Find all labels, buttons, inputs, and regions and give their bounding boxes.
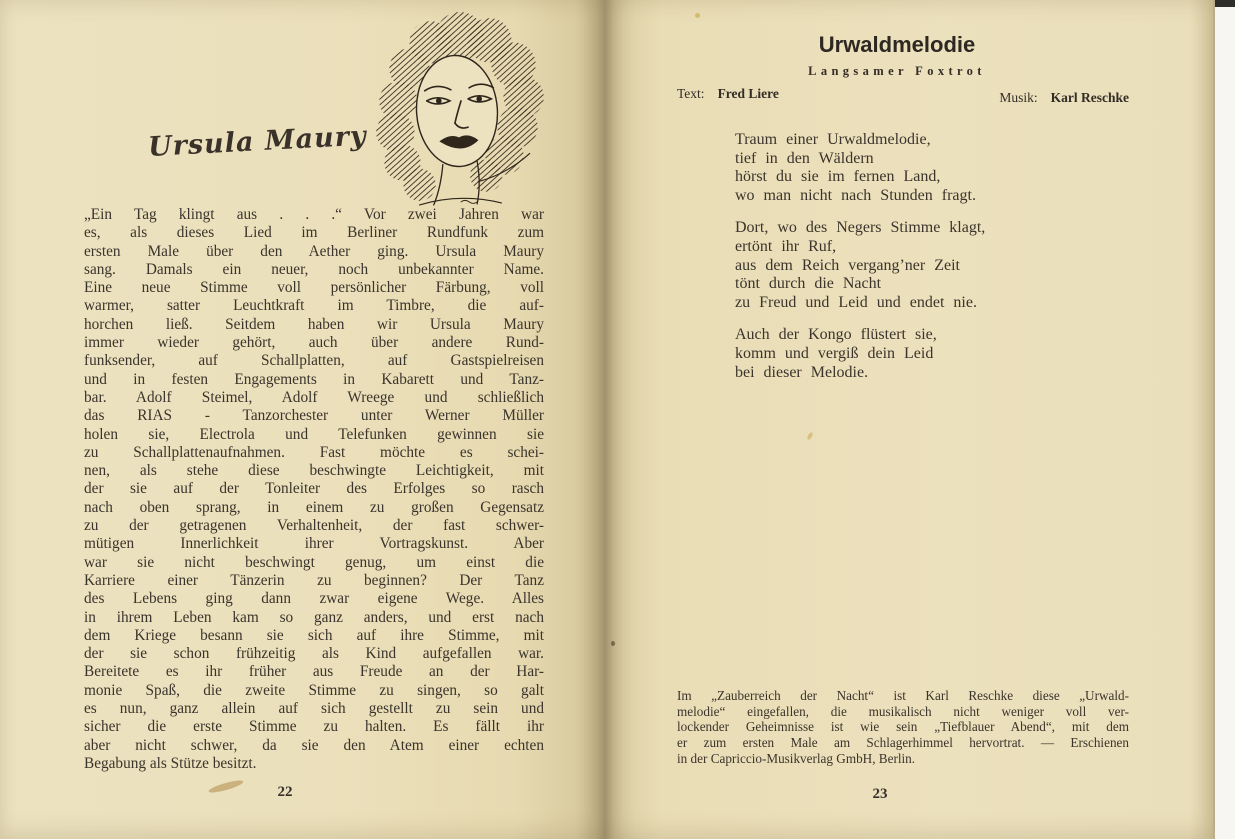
footnote-line: melodie“ eingefallen, die musikalisch nicht weniger voll ver- [677,703,1129,719]
lyric-line: zu Freud und Leid und endet nie. [735,293,977,311]
footnote-line: Im „Zauberreich der Nacht“ ist Karl Reschke diese „Urwald- [677,688,1129,703]
biography-line: warmer, satter Leuchtkraft im Timbre, die auf- [84,297,544,315]
biography-line: „Ein Tag klingt aus . . .“ Vor zwei Jahren war [84,206,544,223]
artist-name-signature: Ursula Maury [147,120,368,163]
music-composer: Karl Reschke [1050,90,1129,105]
lyric-line: wo man nicht nach Stunden fragt. [735,186,976,204]
song-subtitle: Langsamer Foxtrot [808,64,986,78]
biography-text [84,206,544,773]
footnote-line: in der Capriccio-Musikverlag GmbH, Berlin. [677,750,916,766]
biography-line: Eine neue Stimme voll persönlicher Färbung, voll [84,279,544,297]
lyric-line: hörst du sie im fernen Land, [735,168,941,186]
biography-line: zu der getragenen Verhaltenheit, der fast schwer- [84,517,544,535]
biography-line: Bereitete es ihr früher aus Freude an der Har- [84,663,544,681]
lyrics-stanza-3 [735,326,1095,382]
song-lyrics [735,131,1095,396]
text-label: Text: [677,86,705,101]
biography-line: dem Kriege besann sie sich auf ihre Stimme, mit [84,626,544,644]
music-label: Musik: [999,90,1038,105]
biography-line: in ihrem Leben kam so ganz anders, und erst nach [84,608,544,626]
biography-line: und in festen Engagements in Kabarett und Tanz- [84,370,544,388]
biography-line: nen, als stehe diese beschwingte Leichtigkeit, mit [84,462,544,480]
page-number-right: 23 [872,786,888,802]
biography-line: aber nicht schwer, da sie den Atem einer echten [84,736,544,754]
lyrics-stanza-1 [735,131,1095,205]
biography-line: horchen ließ. Seitdem haben wir Ursula Maury [84,315,544,333]
lyric-line: Traum einer Urwaldmelodie, [735,131,931,148]
lyric-line: aus dem Reich vergang’ner Zeit [735,256,960,274]
biography-line: der sie auf der Tonleiter des Erfolges so rasch [84,480,544,498]
footnote-line: er zum ersten Male am Schlagerhimmel hervortrat. — Erschienen [677,735,1129,751]
scan-edge-shadow [1215,0,1235,7]
biography-line: es, als dieses Lied im Berliner Rundfunk zum [84,224,544,242]
biography-line: es nun, ganz allein auf sich gestellt zu sein und [84,700,544,718]
lyric-line: komm und vergiß dein Leid [735,344,934,362]
biography-line: holen sie, Electrola und Telefunken gewinnen sie [84,425,544,443]
song-title: Urwaldmelodie [818,32,976,57]
lyric-line: tief in den Wäldern [735,149,874,167]
lyrics-stanza-2 [735,219,1095,312]
biography-line: sang. Damals ein neuer, noch unbekannter Name. [84,260,544,278]
song-credits [677,86,1129,105]
biography-line: ersten Male über den Aether ging. Ursula Maury [84,242,544,260]
biography-line: des Lebens ging dann zwar eigene Wege. Alles [84,590,544,608]
biography-line: immer wieder gehört, auch über andere Rund- [84,334,544,352]
lyric-line: bei dieser Melodie. [735,363,869,381]
biography-line: mütigen Innerlichkeit ihrer Vortragskunst. Aber [84,535,544,553]
lyric-line: Auch der Kongo flüstert sie, [735,326,937,344]
biography-line: funksender, auf Schallplatten, auf Gastspielreisen [84,352,544,370]
biography-line: monie Spaß, die zweite Stimme zu singen, so galt [84,681,544,699]
footnote-line: lockender Geheimnisse ist wie sein „Tiefblauer Abend“, mit dem [677,719,1129,735]
scanner-background [1213,0,1235,839]
lyric-line: tönt durch die Nacht [735,275,882,293]
woman-portrait-illustration [363,10,557,212]
biography-line: war sie nicht beschwingt genug, um einst die [84,553,544,571]
biography-line: Karriere einer Tänzerin zu beginnen? Der Tanz [84,571,544,589]
biography-line: bar. Adolf Steimel, Adolf Wreege und schließlich [84,388,544,406]
music-credit [999,90,1129,106]
biography-line: sicher die erste Stimme zu halten. Es fällt ihr [84,718,544,736]
biography-line: zu Schallplattenaufnahmen. Fast möchte es schei- [84,443,544,461]
biography-line: nach oben sprang, in einem zu großen Gegensatz [84,498,544,516]
text-author: Fred Liere [717,86,779,101]
page-number-left: 22 [277,784,293,800]
lyric-line: ertönt ihr Ruf, [735,237,837,255]
text-credit [677,86,779,102]
biography-line: das RIAS - Tanzorchester unter Werner Müller [84,407,544,425]
biography-line: Begabung als Stütze besitzt. [84,754,257,772]
biography-line: der sie schon frühzeitig als Kind aufgefallen war. [84,645,544,663]
song-footnote [677,688,1129,767]
lyric-line: Dort, wo des Negers Stimme klagt, [735,219,986,237]
